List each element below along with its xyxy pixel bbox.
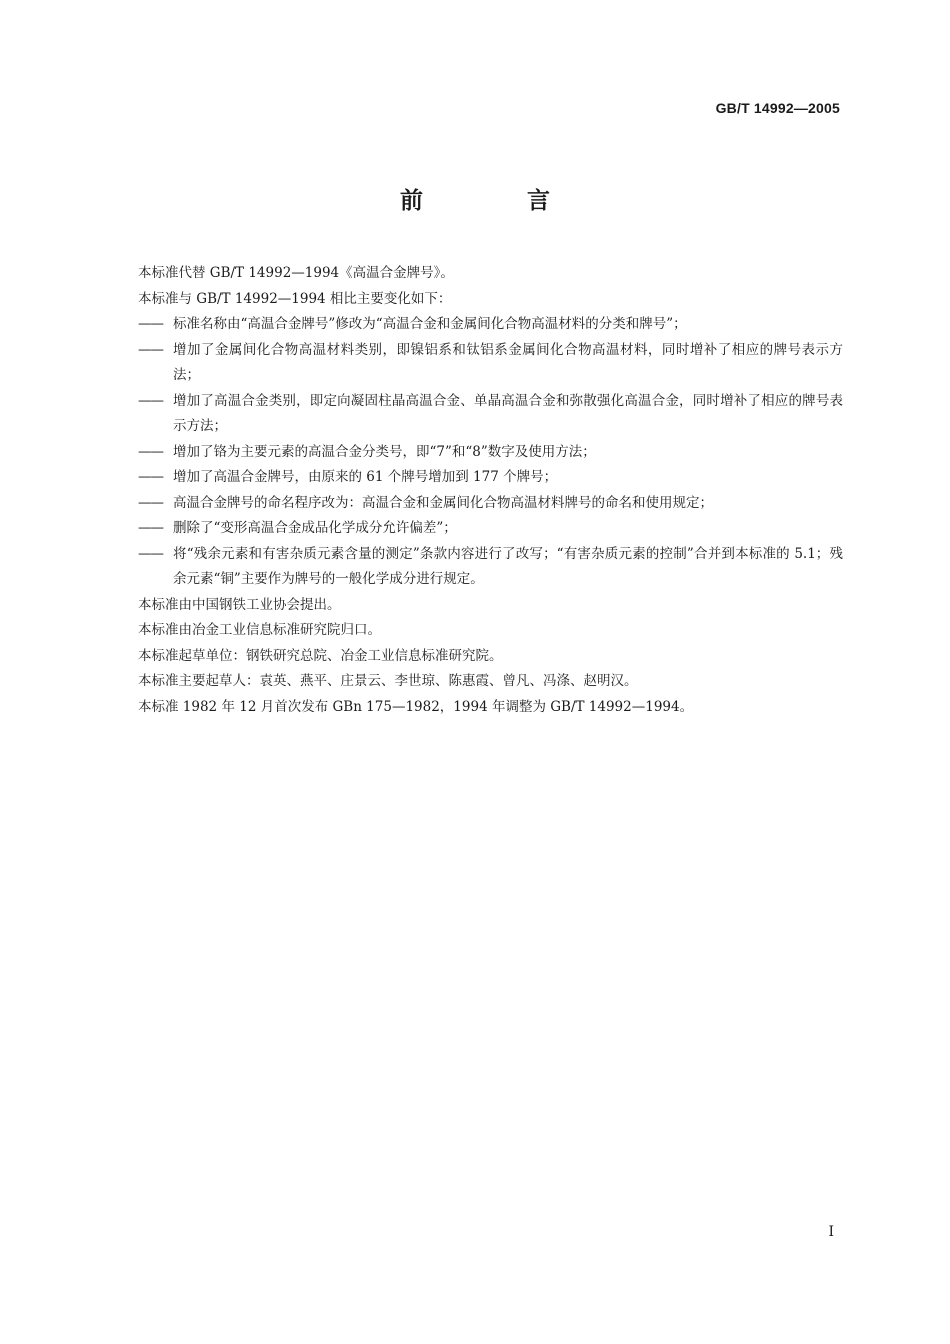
list-dash: —— bbox=[138, 392, 163, 409]
change-item-text: 标准名称由“高温合金牌号”修改为“高温合金和金属间化合物高温材料的分类和牌号”； bbox=[173, 316, 687, 332]
change-item bbox=[138, 516, 843, 542]
change-item bbox=[138, 542, 843, 593]
list-dash: —— bbox=[138, 494, 163, 511]
change-item-text: 增加了铬为主要元素的高温合金分类号，即“7”和“8”数字及使用方法； bbox=[173, 443, 596, 460]
list-dash: —— bbox=[138, 443, 163, 460]
change-item-text: 将“残余元素和有害杂质元素含量的测定”条款内容进行了改写；“有害杂质元素的控制”合并到本标准的 5.1；残余元素“铜”主要作为牌号的一般化学成分进行规定。 bbox=[173, 545, 843, 587]
drafters-paragraph: 本标准主要起草人：袁英、燕平、庄景云、李世琼、陈惠霞、曾凡、冯涤、赵明汉。 bbox=[138, 673, 638, 689]
foreword-body bbox=[138, 261, 843, 720]
change-item bbox=[138, 491, 843, 517]
change-item bbox=[138, 465, 843, 491]
administrator-paragraph: 本标准由冶金工业信息标准研究院归口。 bbox=[138, 622, 381, 638]
change-item bbox=[138, 338, 843, 389]
change-item-text: 增加了高温合金牌号，由原来的 61 个牌号增加到 177 个牌号； bbox=[173, 469, 558, 485]
change-item-text: 高温合金牌号的命名程序改为：高温合金和金属间化合物高温材料牌号的命名和使用规定； bbox=[173, 494, 713, 511]
drafting-units-paragraph: 本标准起草单位：钢铁研究总院、冶金工业信息标准研究院。 bbox=[138, 647, 503, 664]
intro-paragraph-changes: 本标准与 GB/T 14992—1994 相比主要变化如下： bbox=[138, 290, 452, 307]
list-dash: —— bbox=[138, 520, 163, 536]
change-item bbox=[138, 389, 843, 440]
page-title: 前 言 bbox=[399, 188, 598, 214]
change-item bbox=[138, 312, 843, 338]
change-item-text: 删除了“变形高温合金成品化学成分允许偏差”； bbox=[173, 520, 457, 536]
history-paragraph: 本标准 1982 年 12 月首次发布 GBn 175—1982，1994 年调整为 GB/T 14992—1994。 bbox=[138, 698, 694, 715]
list-dash: —— bbox=[138, 545, 163, 562]
standard-code-header: GB/T 14992—2005 bbox=[715, 100, 840, 116]
change-item bbox=[138, 440, 843, 466]
intro-paragraph-replaces: 本标准代替 GB/T 14992—1994《高温合金牌号》。 bbox=[138, 265, 454, 281]
change-item-text: 增加了高温合金类别，即定向凝固柱晶高温合金、单晶高温合金和弥散强化高温合金，同时增补了相应的牌号表示方法； bbox=[173, 392, 843, 434]
list-dash: —— bbox=[138, 316, 163, 332]
page-number: I bbox=[828, 1224, 834, 1240]
proposer-paragraph: 本标准由中国钢铁工业协会提出。 bbox=[138, 596, 341, 613]
change-item-text: 增加了金属间化合物高温材料类别，即镍铝系和钛铝系金属间化合物高温材料，同时增补了相应的牌号表示方法； bbox=[173, 341, 843, 383]
list-dash: —— bbox=[138, 341, 163, 358]
list-dash: —— bbox=[138, 469, 163, 485]
